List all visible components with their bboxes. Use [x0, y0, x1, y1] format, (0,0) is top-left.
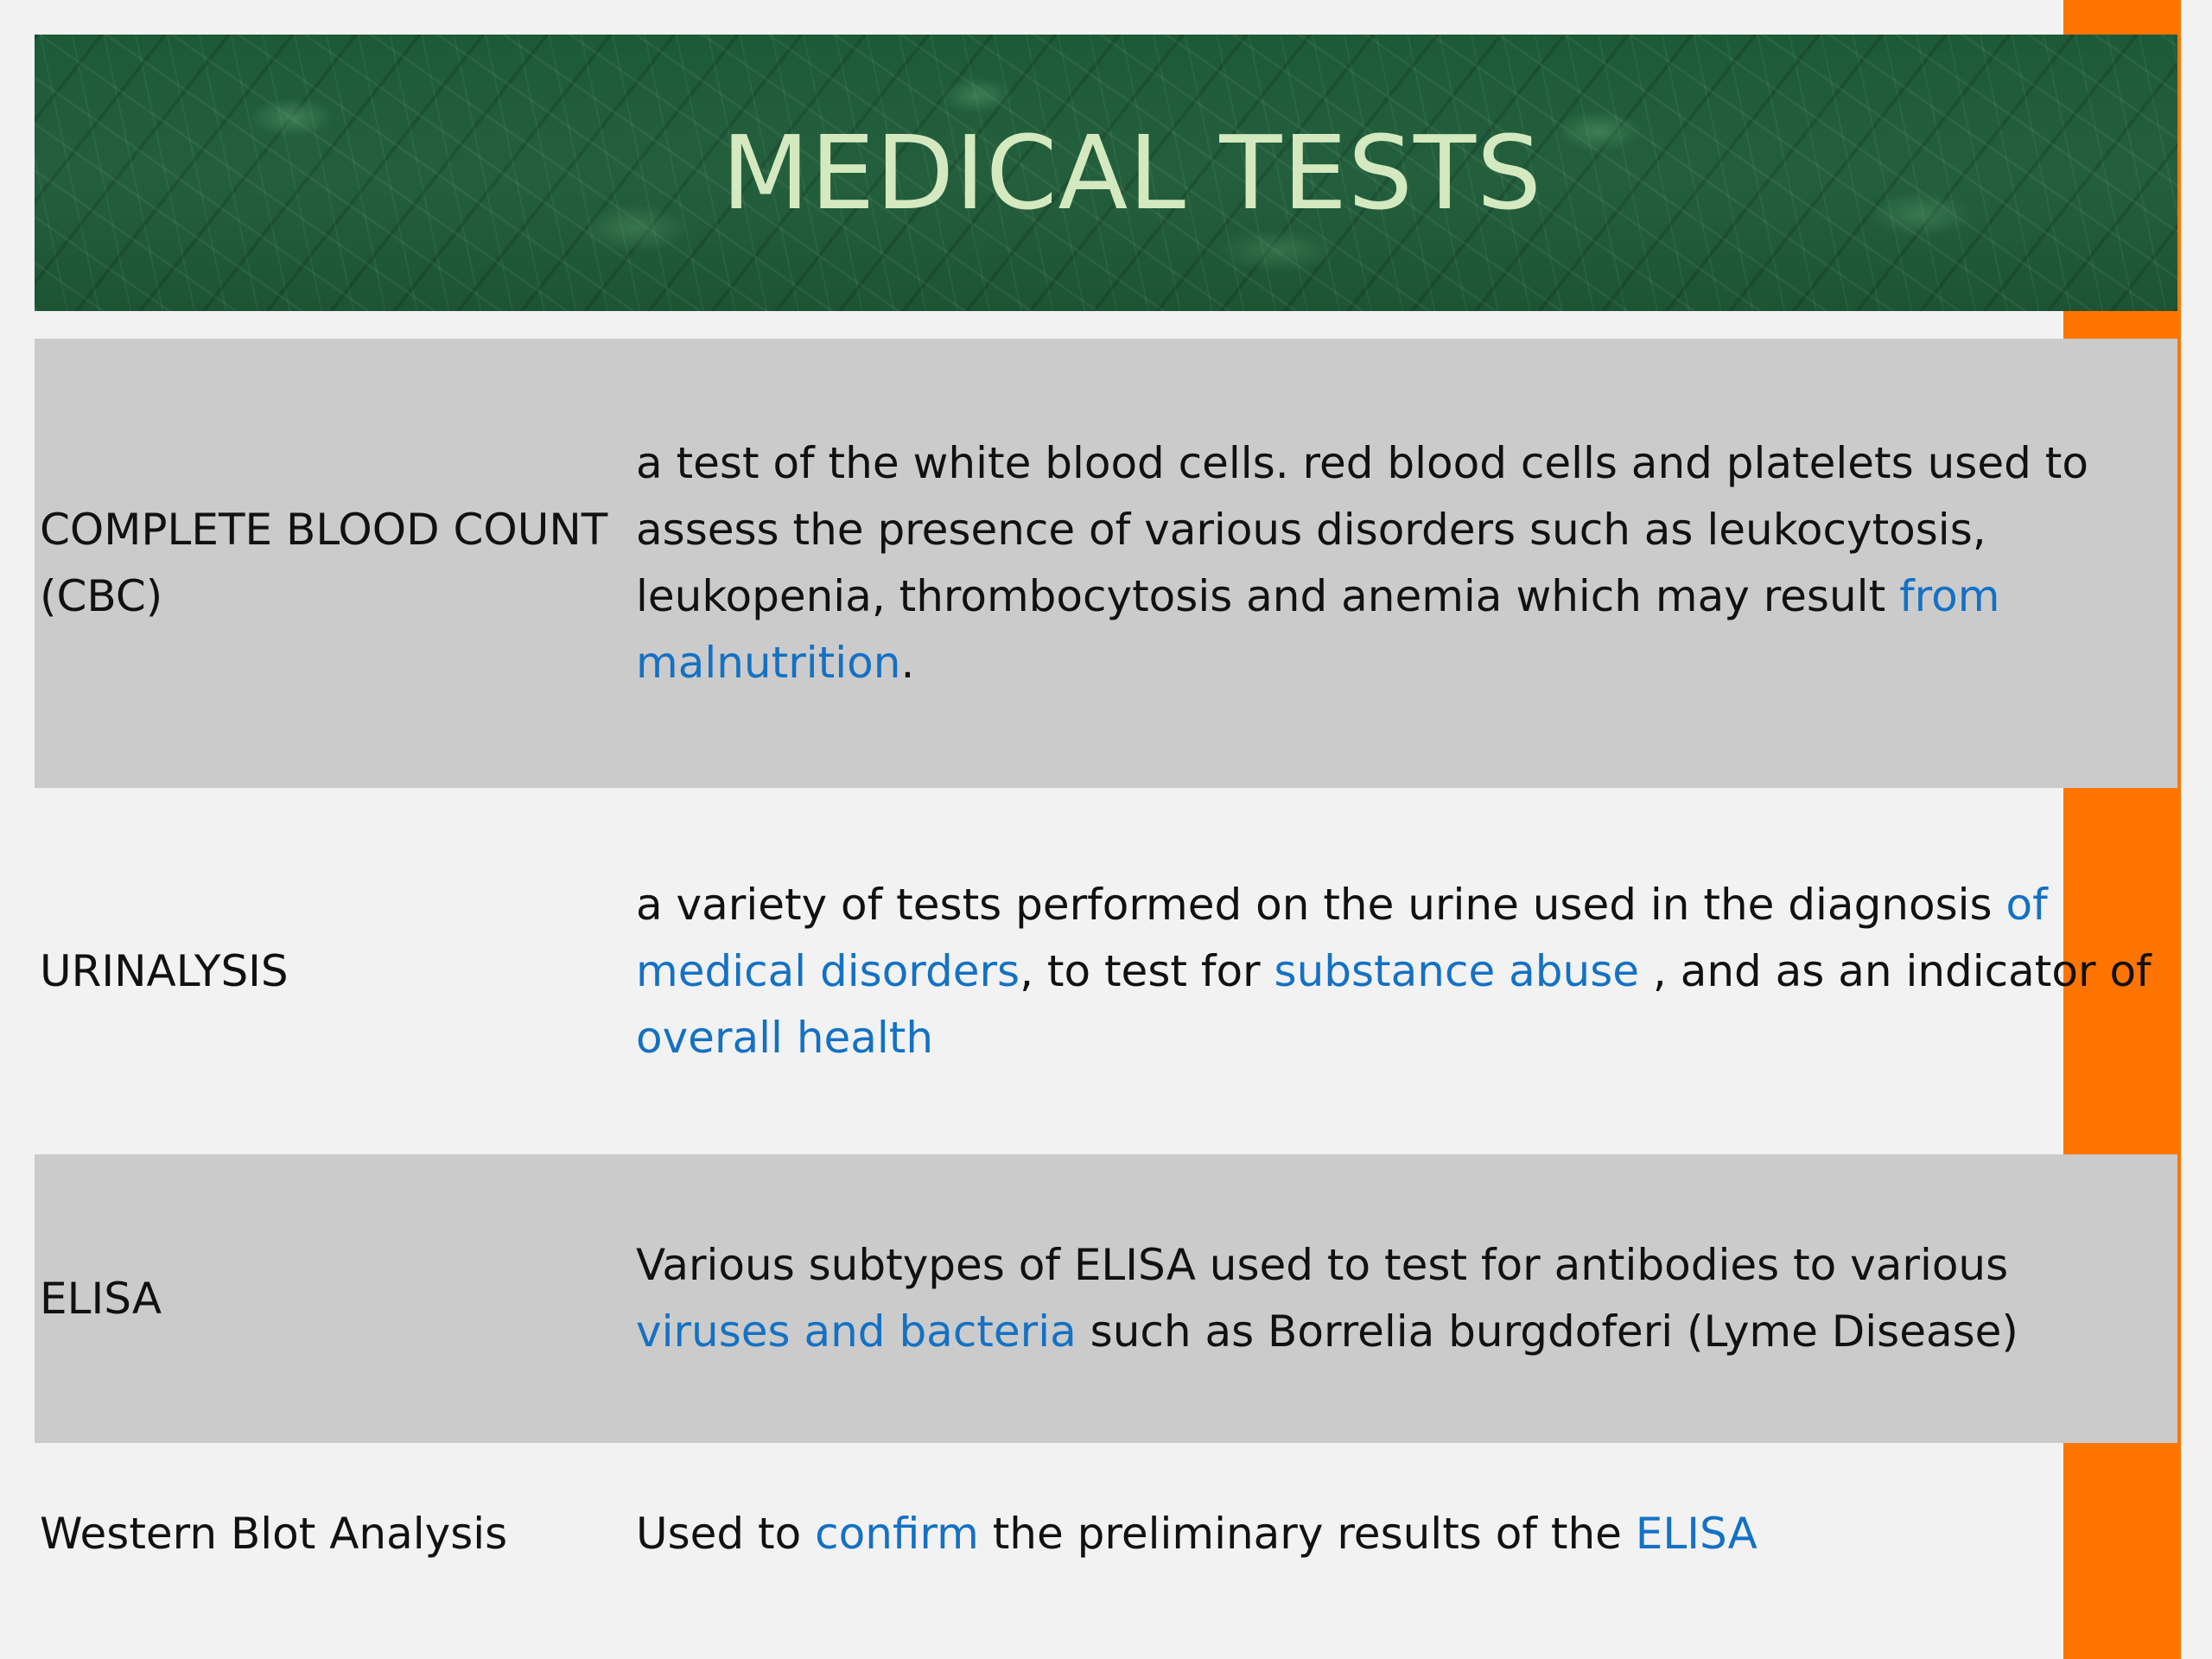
link-confirm[interactable]: confirm	[815, 1508, 979, 1559]
test-description-cbc	[636, 339, 2174, 788]
slide-title: MEDICAL TESTS	[721, 113, 1542, 232]
table-row	[35, 1154, 2177, 1443]
test-name-label: ELISA	[40, 1273, 162, 1324]
test-description-elisa	[636, 1154, 2174, 1443]
test-description-western-blot	[636, 1443, 2174, 1624]
link-viruses-and-bacteria[interactable]: viruses and bacteria	[636, 1306, 1077, 1357]
table-row	[35, 1443, 2177, 1624]
link-from-malnutrition[interactable]: from malnutrition	[636, 571, 2000, 688]
description-text: such as Borrelia burgdoferi (Lyme Disease)	[1076, 1306, 2018, 1357]
link-of-medical-disorders[interactable]: of medical disorders	[636, 879, 2048, 996]
description-text: , to test for	[1020, 945, 1274, 996]
description-text: .	[900, 638, 915, 688]
test-name-elisa	[40, 1154, 610, 1443]
description-text: Used to	[636, 1508, 816, 1559]
table-row	[35, 339, 2177, 788]
test-name-label: URINALYSIS	[40, 945, 289, 996]
link-elisa[interactable]: ELISA	[1635, 1508, 1758, 1559]
test-description-urinalysis	[636, 788, 2174, 1154]
description-text: a test of the white blood cells. red blood cells and platelets used to assess the presence of various disorders such as leukocytosis, leukopenia, thrombocytosis and anemia which may result	[636, 438, 2088, 621]
test-name-urinalysis	[40, 788, 610, 1154]
table-row	[35, 788, 2177, 1154]
description-text: a variety of tests performed on the urine used in the diagnosis	[636, 879, 2006, 930]
test-name-cbc	[40, 339, 610, 788]
link-substance-abuse[interactable]: substance abuse	[1274, 945, 1640, 996]
link-overall-health[interactable]: overall health	[636, 1012, 934, 1063]
description-text: , and as an indicator of	[1639, 945, 2152, 996]
description-text: Various subtypes of ELISA used to test for antibodies to various	[636, 1240, 2009, 1290]
description-text: the preliminary results of the	[978, 1508, 1636, 1559]
test-name-label: Western Blot Analysis	[40, 1508, 508, 1559]
test-name-label: COMPLETE BLOOD COUNT (CBC)	[40, 505, 608, 621]
test-name-western-blot	[40, 1443, 610, 1624]
title-banner	[35, 35, 2177, 311]
